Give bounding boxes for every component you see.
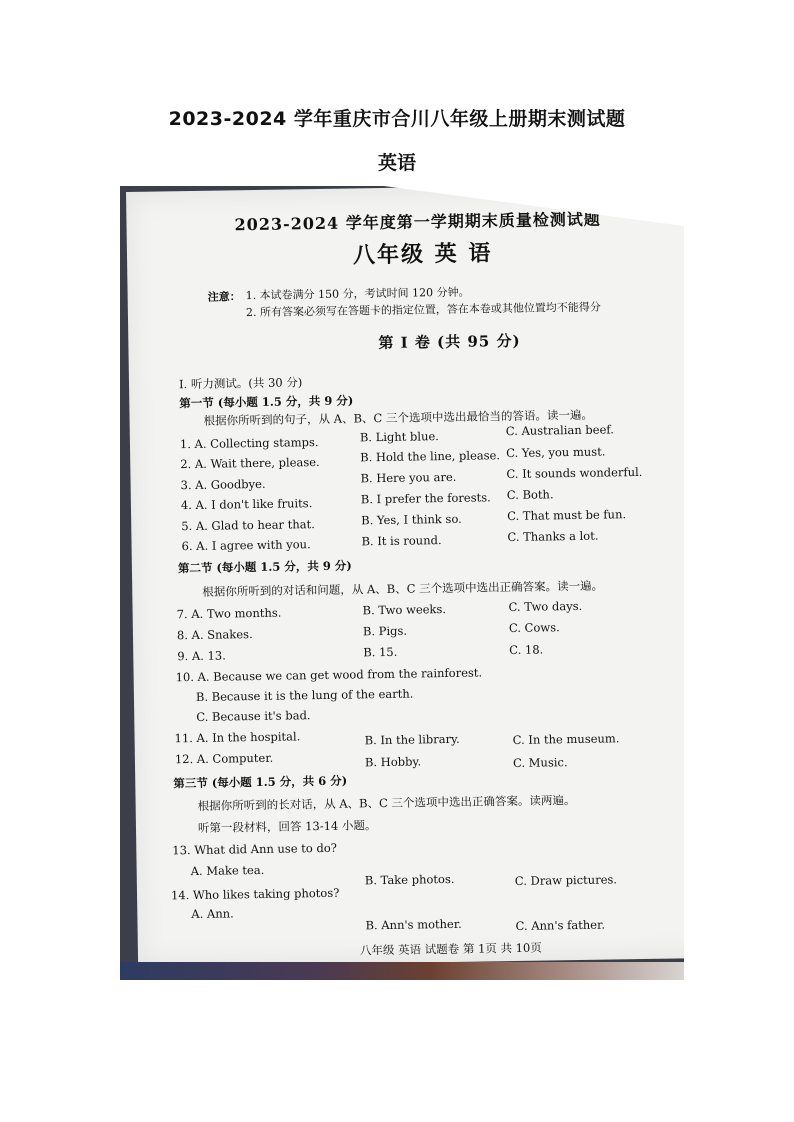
q7-option-a: 7. A. Two months. — [176, 605, 282, 622]
exam-paper-photo — [120, 186, 684, 980]
photo-corner-highlight — [384, 186, 684, 226]
q14-option-a: A. Ann. — [191, 906, 234, 922]
q1-option-a: 1. A. Collecting stamps. — [179, 435, 319, 452]
q8-option-a: 8. A. Snakes. — [176, 627, 253, 643]
q11-option-c: C. In the museum. — [512, 731, 620, 747]
section-3-sub-instruction: 听第一段材料，回答 13-14 小题。 — [197, 818, 377, 835]
photo-background-strip — [120, 962, 684, 980]
q2-option-b: B. Hold the line, please. — [360, 448, 501, 465]
q13-option-c: C. Draw pictures. — [514, 872, 618, 888]
q9-option-a: 9. A. 13. — [177, 648, 226, 664]
q5-option-c: C. That must be fun. — [507, 507, 627, 524]
notice-1: 1. 本试卷满分 150 分，考试时间 120 分钟。 — [245, 285, 470, 303]
notice-label: 注意： — [207, 290, 241, 304]
q8-option-c: C. Cows. — [508, 620, 560, 636]
part-one-heading: 第 I 卷 (共 95 分) — [378, 331, 521, 353]
q12-option-b: B. Hobby. — [364, 754, 422, 770]
q4-option-a: 4. A. I don't like fruits. — [180, 496, 313, 513]
q6-option-a: 6. A. I agree with you. — [181, 537, 311, 554]
q5-option-a: 5. A. Glad to hear that. — [181, 517, 315, 534]
q2-option-c: C. Yes, you must. — [506, 444, 606, 461]
section-3-heading: 第三节 (每小题 1.5 分，共 6 分) — [173, 773, 348, 791]
q13-question: 13. What did Ann use to do? — [172, 840, 337, 858]
q1-option-b: B. Light blue. — [359, 429, 440, 445]
q7-option-c: C. Two days. — [508, 598, 583, 615]
q10-option-b: B. Because it is the lung of the earth. — [195, 686, 414, 704]
q14-option-b: B. Ann's mother. — [365, 916, 462, 933]
q1-option-c: C. Australian beef. — [505, 422, 614, 439]
q14-question: 14. Who likes taking photos? — [170, 885, 340, 903]
document-subtitle: 英语 — [377, 152, 416, 174]
q11-option-a: 11. A. In the hospital. — [174, 729, 301, 746]
q14-option-c: C. Ann's father. — [515, 917, 606, 933]
q8-option-b: B. Pigs. — [362, 623, 408, 639]
q6-option-c: C. Thanks a lot. — [507, 528, 599, 545]
q7-option-b: B. Two weeks. — [362, 602, 447, 618]
q9-option-b: B. 15. — [363, 644, 398, 660]
q4-option-c: C. Both. — [506, 487, 554, 503]
document-title: 2023-2024 学年重庆市合川八年级上册期末测试题 — [168, 108, 626, 130]
q11-option-b: B. In the library. — [364, 731, 460, 748]
q13-option-b: B. Take photos. — [364, 871, 455, 888]
page-footer: 八年级 英语 试题卷 第 1页 共 10页 — [359, 940, 542, 958]
q9-option-c: C. 18. — [509, 642, 544, 658]
section-2-heading: 第二节 (每小题 1.5 分，共 9 分) — [177, 558, 352, 576]
section-1-instruction: 根据你所听到的句子，从 A、B、C 三个选项中选出最恰当的答语。读一遍。 — [203, 407, 594, 428]
q10-option-c: C. Because it's bad. — [196, 708, 311, 724]
q5-option-b: B. Yes, I think so. — [361, 511, 462, 528]
section-2-instruction: 根据你所听到的对话和问题，从 A、B、C 三个选项中选出正确答案。读一遍。 — [202, 578, 604, 599]
exam-title: 2023-2024 学年度第一学期期末质量检测试题 — [234, 209, 601, 235]
q3-option-b: B. Here you are. — [360, 469, 457, 486]
q3-option-a: 3. A. Goodbye. — [180, 476, 266, 493]
q12-option-c: C. Music. — [512, 755, 568, 770]
q4-option-b: B. I prefer the forests. — [360, 490, 491, 507]
listening-heading: I. 听力测试。(共 30 分) — [178, 375, 303, 392]
exam-paper-sheet — [126, 186, 684, 967]
q13-option-a: A. Make tea. — [190, 862, 265, 879]
grade-subject: 八年级 英 语 — [352, 240, 493, 269]
section-3-instruction: 根据你所听到的长对话，从 A、B、C 三个选项中选出正确答案。读两遍。 — [197, 793, 576, 813]
section-1-heading: 第一节 (每小题 1.5 分，共 9 分) — [179, 393, 354, 411]
q6-option-b: B. It is round. — [361, 533, 442, 549]
q2-option-a: 2. A. Wait there, please. — [180, 454, 320, 472]
notice-2: 2. 所有答案必须写在答题卡的指定位置，答在本卷或其他位置均不能得分 — [245, 300, 601, 320]
q10-option-a: 10. A. Because we can get wood from the rainforest. — [175, 665, 483, 685]
q3-option-c: C. It sounds wonderful. — [506, 464, 643, 482]
q12-option-a: 12. A. Computer. — [174, 750, 274, 767]
